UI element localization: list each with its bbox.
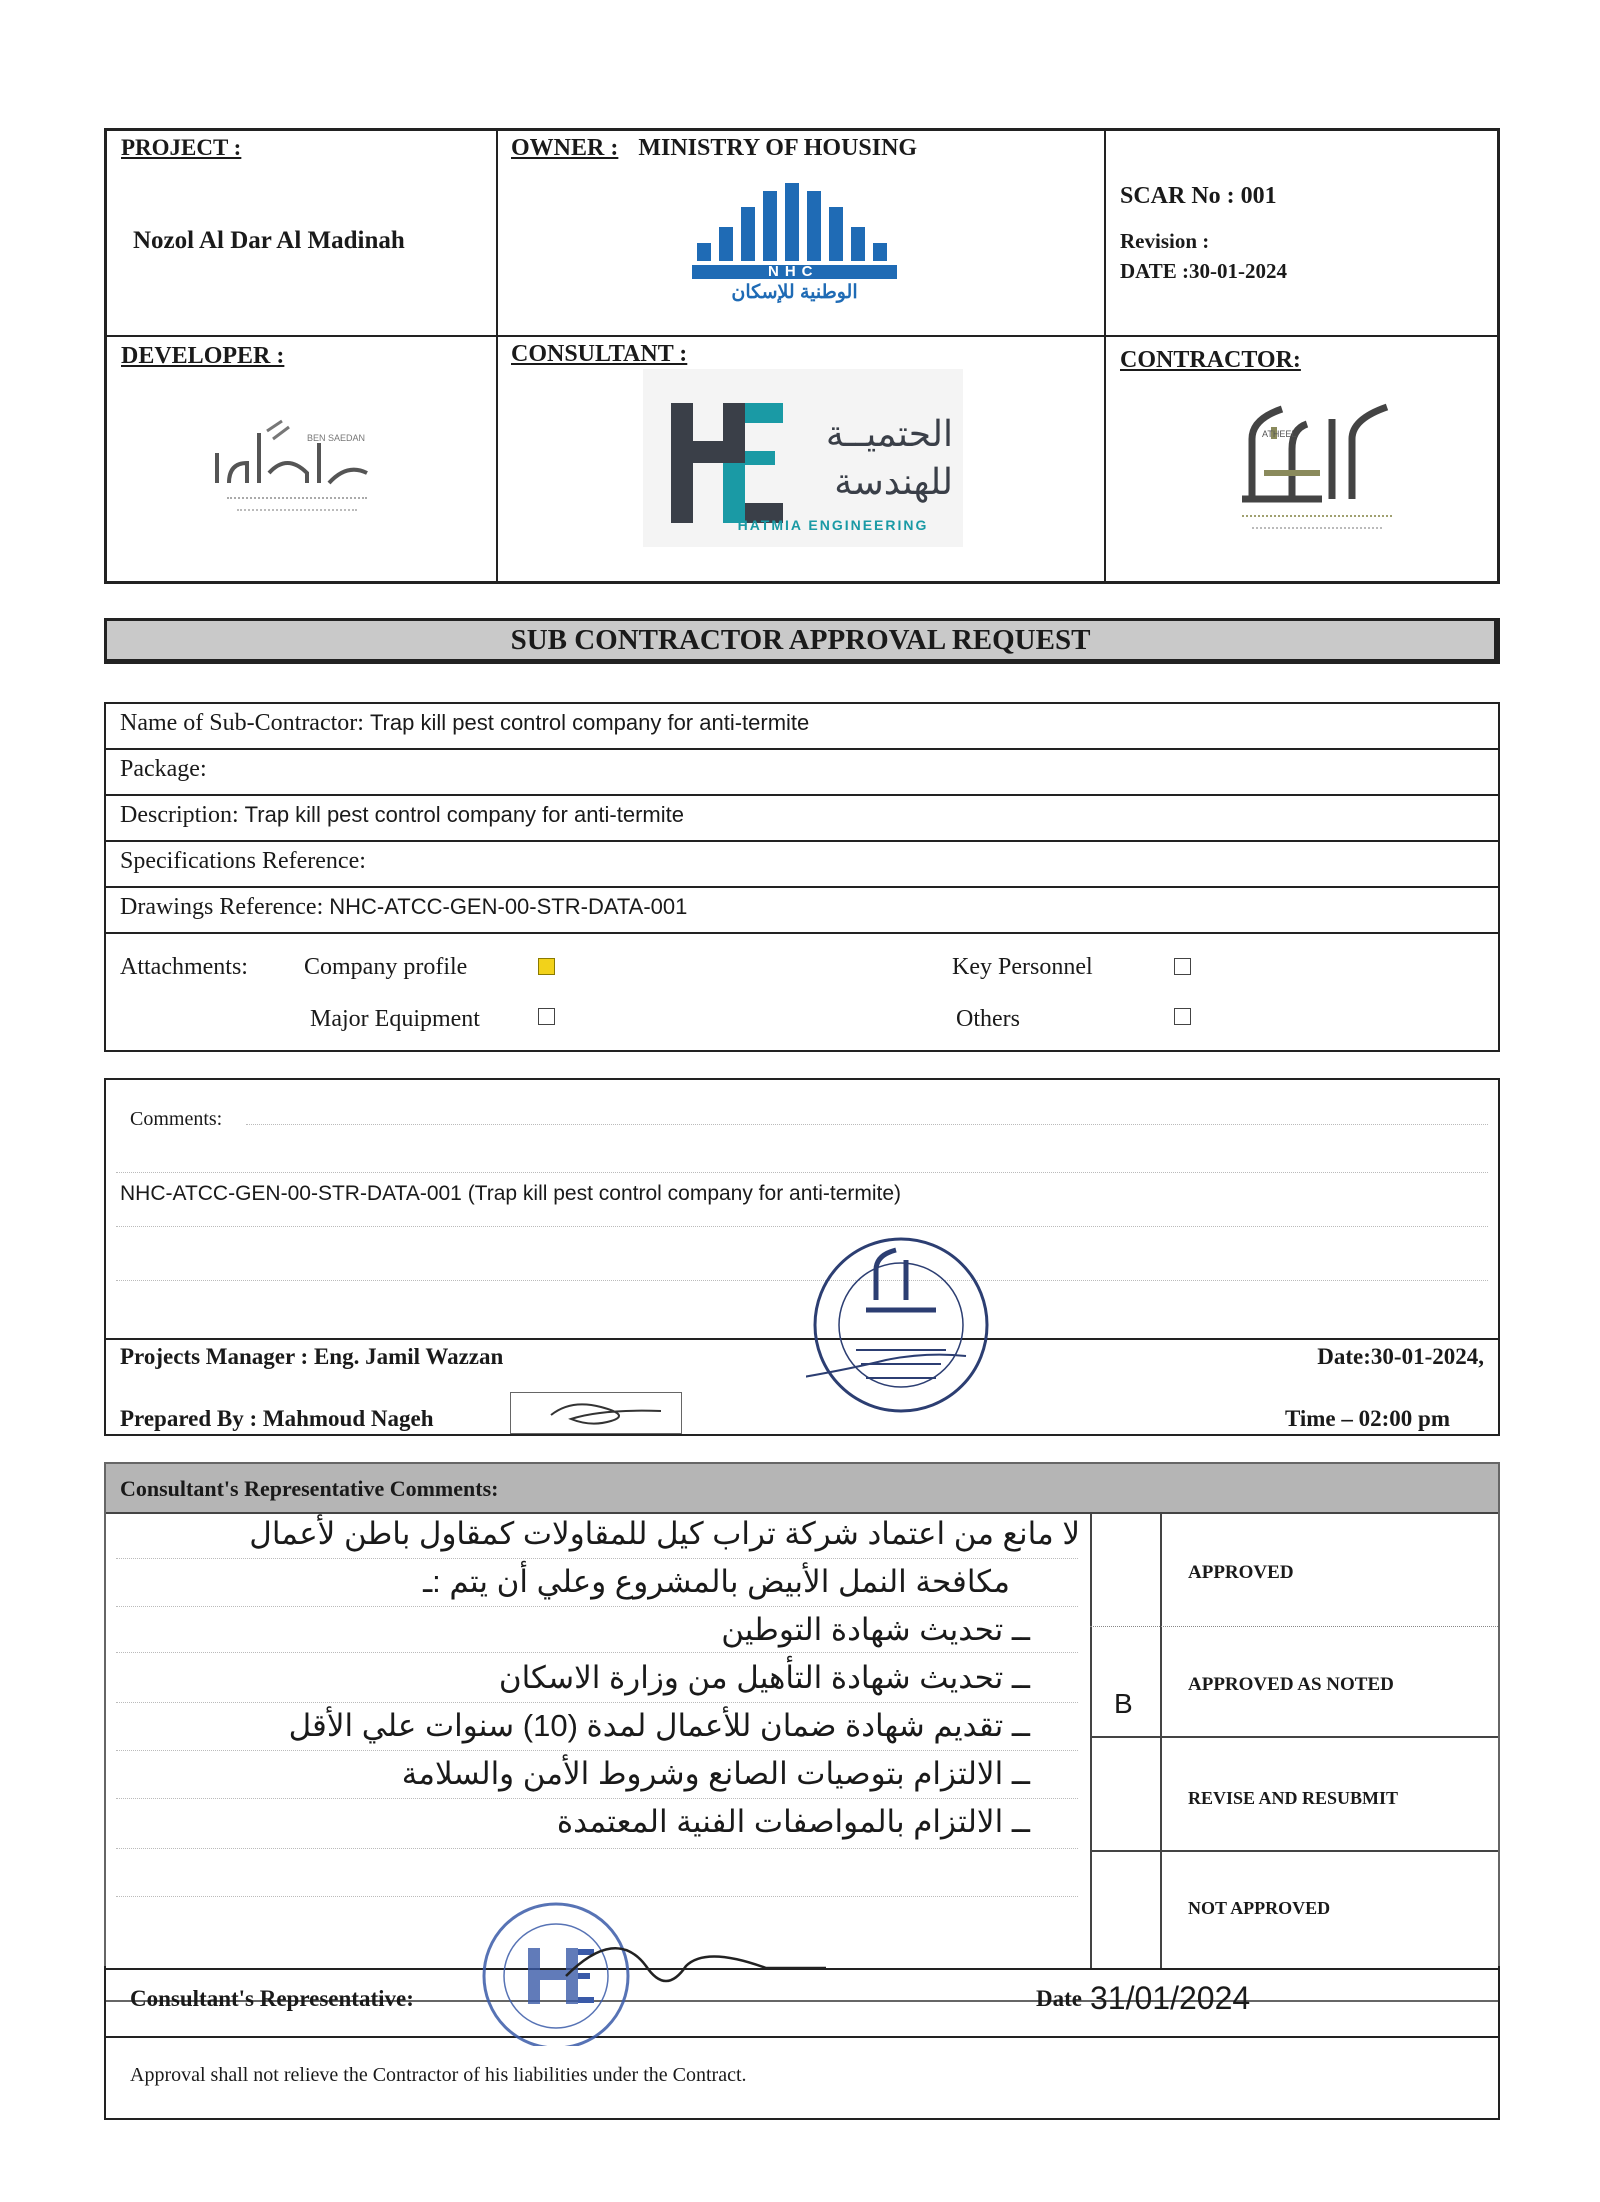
status-mark: B bbox=[1114, 1688, 1133, 1719]
drawings-value: NHC-ATCC-GEN-00-STR-DATA-001 bbox=[329, 894, 688, 919]
comments-box bbox=[104, 1078, 1500, 1436]
developer-label: DEVELOPER : bbox=[121, 343, 285, 369]
atheel-logo-icon bbox=[1212, 399, 1412, 509]
hatmia-he-icon bbox=[663, 383, 793, 533]
description-value: Trap kill pest control company for anti-termite bbox=[244, 802, 684, 827]
key-personnel-label: Key Personnel bbox=[952, 954, 1093, 980]
footer-note-row bbox=[104, 2038, 1500, 2120]
comments-text: NHC-ATCC-GEN-00-STR-DATA-001 (Trap kill pest control company for anti-termite) bbox=[120, 1182, 902, 1205]
company-profile-label: Company profile bbox=[304, 954, 468, 980]
description-label: Description: bbox=[120, 802, 239, 828]
footer-note: Approval shall not relieve the Contractor of his liabilities under the Contract. bbox=[130, 2064, 747, 2086]
key-personnel-checkbox[interactable] bbox=[1174, 958, 1191, 975]
atheel-logo-text: ATHEEL bbox=[1262, 429, 1297, 439]
company-profile-checkbox[interactable] bbox=[538, 958, 555, 975]
form-title-bar bbox=[104, 618, 1500, 664]
hatmia-logo bbox=[643, 369, 963, 547]
project-name: Nozol Al Dar Al Madinah bbox=[133, 227, 405, 254]
owner-label: OWNER : bbox=[511, 135, 619, 161]
scar-number: SCAR No : 001 bbox=[1120, 183, 1277, 209]
fields-table bbox=[104, 702, 1500, 1052]
status-not-approved: NOT APPROVED bbox=[1188, 1898, 1331, 1918]
specs-label: Specifications Reference: bbox=[120, 848, 366, 874]
consultant-rep-row bbox=[104, 1966, 1500, 2038]
owner-name: MINISTRY OF HOUSING bbox=[638, 135, 918, 161]
nhc-logo-arabic: الوطنية للإسكان bbox=[731, 282, 858, 303]
drawings-row bbox=[120, 894, 687, 921]
hatmia-english: HATMIA ENGINEERING bbox=[737, 517, 929, 533]
arabic-line-4: ــ تحديث شهادة التأهيل من وزارة الاسكان bbox=[498, 1660, 1030, 1695]
status-approved-as-noted: APPROVED AS NOTED bbox=[1188, 1674, 1394, 1695]
subcontractor-row bbox=[120, 710, 809, 737]
consultant-header: Consultant's Representative Comments: bbox=[120, 1476, 499, 1501]
form-title: SUB CONTRACTOR APPROVAL REQUEST bbox=[510, 624, 1091, 656]
major-equipment-label: Major Equipment bbox=[310, 1006, 480, 1032]
hatmia-arabic-1: الحتميــة bbox=[825, 413, 953, 454]
arabic-line-7: ــ الالتزام بالمواصفات الفنية المعتمدة bbox=[556, 1804, 1030, 1839]
others-checkbox[interactable] bbox=[1174, 1008, 1191, 1025]
nhc-logo bbox=[692, 183, 907, 313]
arabic-line-5: ــ تقديم شهادة ضمان للأعمال لمدة (10) سنوات علي الأقل bbox=[288, 1708, 1030, 1743]
contractor-stamp-icon bbox=[806, 1230, 996, 1420]
description-row bbox=[120, 802, 684, 829]
prepared-by-signature-icon bbox=[511, 1393, 681, 1433]
arabic-line-6: ــ الالتزام بتوصيات الصانع وشروط الأمن والسلامة bbox=[401, 1756, 1030, 1791]
prepared-by-signature-box bbox=[510, 1392, 682, 1434]
owner-heading bbox=[511, 135, 917, 162]
header-table bbox=[104, 128, 1500, 584]
consultant-stamp-signature-icon bbox=[466, 1886, 846, 2046]
prepared-by: Prepared By : Mahmoud Nageh bbox=[120, 1406, 434, 1431]
status-revise-resubmit: REVISE AND RESUBMIT bbox=[1188, 1788, 1399, 1808]
arabic-line-1: لا مانع من اعتماد شركة تراب كيل للمقاولات كمقاول باطن لأعمال bbox=[249, 1516, 1080, 1551]
comments-label: Comments: bbox=[130, 1108, 223, 1130]
ben-saedan-logo-icon bbox=[207, 413, 387, 493]
arabic-line-2: مكافحة النمل الأبيض بالمشروع وعلي أن يتم :ـ bbox=[423, 1564, 1010, 1599]
consultant-label: CONSULTANT : bbox=[511, 341, 688, 367]
attachments-label: Attachments: bbox=[120, 954, 248, 980]
consultant-date-label: Date bbox=[1036, 1986, 1082, 2011]
package-label: Package: bbox=[120, 756, 207, 782]
hatmia-arabic-2: للهندسة bbox=[834, 461, 953, 502]
status-approved: APPROVED bbox=[1188, 1562, 1294, 1583]
contractor-label: CONTRACTOR: bbox=[1120, 347, 1301, 373]
consultant-header-bar bbox=[106, 1464, 1498, 1514]
nhc-logo-text: NHC bbox=[768, 263, 819, 280]
developer-logo bbox=[207, 413, 387, 528]
comments-time: Time – 02:00 pm bbox=[1284, 1406, 1450, 1431]
consultant-rep-label: Consultant's Representative: bbox=[130, 1986, 414, 2011]
consultant-date-value: 31/01/2024 bbox=[1090, 1980, 1251, 2016]
projects-manager: Projects Manager : Eng. Jamil Wazzan bbox=[120, 1344, 504, 1369]
comments-date: Date:30-01-2024, bbox=[1317, 1344, 1484, 1369]
arabic-line-3: ــ تحديث شهادة التوطين bbox=[721, 1612, 1030, 1647]
major-equipment-checkbox[interactable] bbox=[538, 1008, 555, 1025]
developer-logo-text: BEN SAEDAN bbox=[307, 433, 366, 443]
drawings-label: Drawings Reference: bbox=[120, 894, 324, 920]
subcontractor-label: Name of Sub-Contractor: bbox=[120, 710, 364, 736]
subcontractor-value: Trap kill pest control company for anti-termite bbox=[369, 710, 810, 735]
header-date: DATE :30-01-2024 bbox=[1120, 259, 1288, 283]
atheel-logo bbox=[1212, 399, 1412, 549]
others-label: Others bbox=[956, 1006, 1020, 1032]
revision: Revision : bbox=[1120, 229, 1210, 253]
project-label: PROJECT : bbox=[121, 135, 242, 160]
